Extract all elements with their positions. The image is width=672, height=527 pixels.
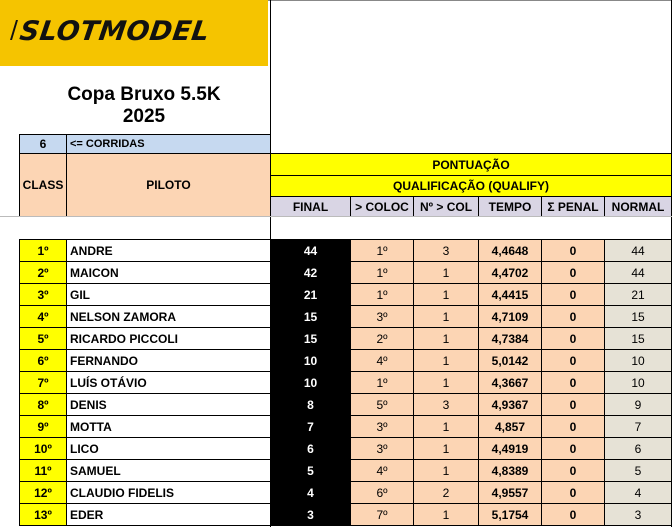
final-points-cell[interactable]: 21 xyxy=(270,283,351,306)
coloc-cell[interactable]: 4º xyxy=(350,349,414,372)
coloc-cell[interactable]: 3º xyxy=(350,305,414,328)
coloc-cell[interactable]: 3º xyxy=(350,437,414,460)
penal-cell[interactable]: 0 xyxy=(541,261,605,284)
normal-points-cell[interactable]: 15 xyxy=(604,305,672,328)
normal-points-cell[interactable]: 3 xyxy=(604,503,672,526)
tempo-cell[interactable]: 4,4648 xyxy=(478,239,542,262)
pilot-name-cell[interactable]: GIL xyxy=(66,283,271,306)
normal-points-cell[interactable]: 5 xyxy=(604,459,672,482)
header-pontuacao: PONTUAÇÃO xyxy=(270,153,672,176)
position-cell[interactable]: 10º xyxy=(19,437,67,460)
pilot-name-cell[interactable]: MOTTA xyxy=(66,415,271,438)
penal-cell[interactable]: 0 xyxy=(541,371,605,394)
num-col-cell[interactable]: 1 xyxy=(413,327,479,350)
corridas-label: <= CORRIDAS xyxy=(66,134,271,154)
title-line1: Copa Bruxo 5.5K xyxy=(67,84,221,105)
position-cell[interactable]: 13º xyxy=(19,503,67,526)
tempo-cell[interactable]: 4,8389 xyxy=(478,459,542,482)
tempo-cell[interactable]: 5,1754 xyxy=(478,503,542,526)
header-normal: NORMAL xyxy=(604,196,672,217)
tempo-cell[interactable]: 4,7384 xyxy=(478,327,542,350)
tempo-cell[interactable]: 4,4415 xyxy=(478,283,542,306)
normal-points-cell[interactable]: 10 xyxy=(604,349,672,372)
position-cell[interactable]: 4º xyxy=(19,305,67,328)
tempo-cell[interactable]: 4,9367 xyxy=(478,393,542,416)
pilot-name-cell[interactable]: RICARDO PICCOLI xyxy=(66,327,271,350)
num-col-cell[interactable]: 1 xyxy=(413,437,479,460)
position-cell[interactable]: 9º xyxy=(19,415,67,438)
logo-text: SLOTMODEL xyxy=(17,16,212,47)
position-cell[interactable]: 1º xyxy=(19,239,67,262)
num-col-cell[interactable]: 1 xyxy=(413,261,479,284)
normal-points-cell[interactable]: 4 xyxy=(604,481,672,504)
pilot-name-cell[interactable]: ANDRE xyxy=(66,239,271,262)
header-num-col: Nº > COL xyxy=(413,196,479,217)
header-coloc: > COLOC xyxy=(350,196,414,217)
position-cell[interactable]: 12º xyxy=(19,481,67,504)
penal-cell[interactable]: 0 xyxy=(541,349,605,372)
num-col-cell[interactable]: 1 xyxy=(413,349,479,372)
header-final: FINAL xyxy=(270,196,351,217)
normal-points-cell[interactable]: 9 xyxy=(604,393,672,416)
num-col-cell[interactable]: 1 xyxy=(413,459,479,482)
coloc-cell[interactable]: 3º xyxy=(350,415,414,438)
final-points-cell[interactable]: 4 xyxy=(270,481,351,504)
tempo-cell[interactable]: 4,4702 xyxy=(478,261,542,284)
coloc-cell[interactable]: 1º xyxy=(350,283,414,306)
position-cell[interactable]: 7º xyxy=(19,371,67,394)
pilot-name-cell[interactable]: EDER xyxy=(66,503,271,526)
final-points-cell[interactable]: 8 xyxy=(270,393,351,416)
penal-cell[interactable]: 0 xyxy=(541,305,605,328)
final-points-cell[interactable]: 10 xyxy=(270,349,351,372)
tempo-cell[interactable]: 4,857 xyxy=(478,415,542,438)
coloc-cell[interactable]: 7º xyxy=(350,503,414,526)
corridas-count[interactable]: 6 xyxy=(19,134,67,154)
pilot-name-cell[interactable]: FERNANDO xyxy=(66,349,271,372)
pilot-name-cell[interactable]: DENIS xyxy=(66,393,271,416)
tempo-cell[interactable]: 4,7109 xyxy=(478,305,542,328)
position-cell[interactable]: 6º xyxy=(19,349,67,372)
tempo-cell[interactable]: 4,4919 xyxy=(478,437,542,460)
final-points-cell[interactable]: 10 xyxy=(270,371,351,394)
position-cell[interactable]: 11º xyxy=(19,459,67,482)
pilot-name-cell[interactable]: SAMUEL xyxy=(66,459,271,482)
final-points-cell[interactable]: 15 xyxy=(270,327,351,350)
coloc-cell[interactable]: 1º xyxy=(350,239,414,262)
header-separator xyxy=(0,216,672,217)
penal-cell[interactable]: 0 xyxy=(541,415,605,438)
pilot-name-cell[interactable]: MAICON xyxy=(66,261,271,284)
penal-cell[interactable]: 0 xyxy=(541,283,605,306)
normal-points-cell[interactable]: 6 xyxy=(604,437,672,460)
coloc-cell[interactable]: 4º xyxy=(350,459,414,482)
final-points-cell[interactable]: 7 xyxy=(270,415,351,438)
logo-speed-icon xyxy=(8,20,18,40)
slotmodel-logo xyxy=(0,0,268,66)
num-col-cell[interactable]: 3 xyxy=(413,393,479,416)
pilot-name-cell[interactable]: NELSON ZAMORA xyxy=(66,305,271,328)
num-col-cell[interactable]: 1 xyxy=(413,371,479,394)
header-piloto: PILOTO xyxy=(66,153,271,217)
coloc-cell[interactable]: 6º xyxy=(350,481,414,504)
coloc-cell[interactable]: 2º xyxy=(350,327,414,350)
final-points-cell[interactable]: 44 xyxy=(270,239,351,262)
tempo-cell[interactable]: 4,3667 xyxy=(478,371,542,394)
position-cell[interactable]: 3º xyxy=(19,283,67,306)
position-cell[interactable]: 2º xyxy=(19,261,67,284)
coloc-cell[interactable]: 5º xyxy=(350,393,414,416)
num-col-cell[interactable]: 1 xyxy=(413,305,479,328)
final-points-cell[interactable]: 6 xyxy=(270,437,351,460)
page-title xyxy=(18,84,270,128)
coloc-cell[interactable]: 1º xyxy=(350,371,414,394)
title-line2: 2025 xyxy=(122,106,166,127)
penal-cell[interactable]: 0 xyxy=(541,503,605,526)
header-qualificacao: QUALIFICAÇÃO (QUALIFY) xyxy=(270,175,672,197)
penal-cell[interactable]: 0 xyxy=(541,481,605,504)
normal-points-cell[interactable]: 10 xyxy=(604,371,672,394)
num-col-cell[interactable]: 1 xyxy=(413,283,479,306)
pilot-name-cell[interactable]: CLAUDIO FIDELIS xyxy=(66,481,271,504)
penal-cell[interactable]: 0 xyxy=(541,437,605,460)
coloc-cell[interactable]: 1º xyxy=(350,261,414,284)
normal-points-cell[interactable]: 21 xyxy=(604,283,672,306)
header-tempo: TEMPO xyxy=(478,196,542,217)
num-col-cell[interactable]: 1 xyxy=(413,503,479,526)
num-col-cell[interactable]: 2 xyxy=(413,481,479,504)
position-cell[interactable]: 5º xyxy=(19,327,67,350)
header-penal: Σ PENAL xyxy=(541,196,605,217)
final-points-cell[interactable]: 15 xyxy=(270,305,351,328)
num-col-cell[interactable]: 1 xyxy=(413,415,479,438)
penal-cell[interactable]: 0 xyxy=(541,327,605,350)
penal-cell[interactable]: 0 xyxy=(541,459,605,482)
tempo-cell[interactable]: 5,0142 xyxy=(478,349,542,372)
num-col-cell[interactable]: 3 xyxy=(413,239,479,262)
penal-cell[interactable]: 0 xyxy=(541,239,605,262)
pilot-name-cell[interactable]: LUÍS OTÁVIO xyxy=(66,371,271,394)
final-points-cell[interactable]: 42 xyxy=(270,261,351,284)
tempo-cell[interactable]: 4,9557 xyxy=(478,481,542,504)
penal-cell[interactable]: 0 xyxy=(541,393,605,416)
normal-points-cell[interactable]: 44 xyxy=(604,239,672,262)
position-cell[interactable]: 8º xyxy=(19,393,67,416)
final-points-cell[interactable]: 3 xyxy=(270,503,351,526)
final-points-cell[interactable]: 5 xyxy=(270,459,351,482)
normal-points-cell[interactable]: 15 xyxy=(604,327,672,350)
normal-points-cell[interactable]: 44 xyxy=(604,261,672,284)
header-class: CLASS xyxy=(19,153,67,217)
normal-points-cell[interactable]: 7 xyxy=(604,415,672,438)
pilot-name-cell[interactable]: LICO xyxy=(66,437,271,460)
